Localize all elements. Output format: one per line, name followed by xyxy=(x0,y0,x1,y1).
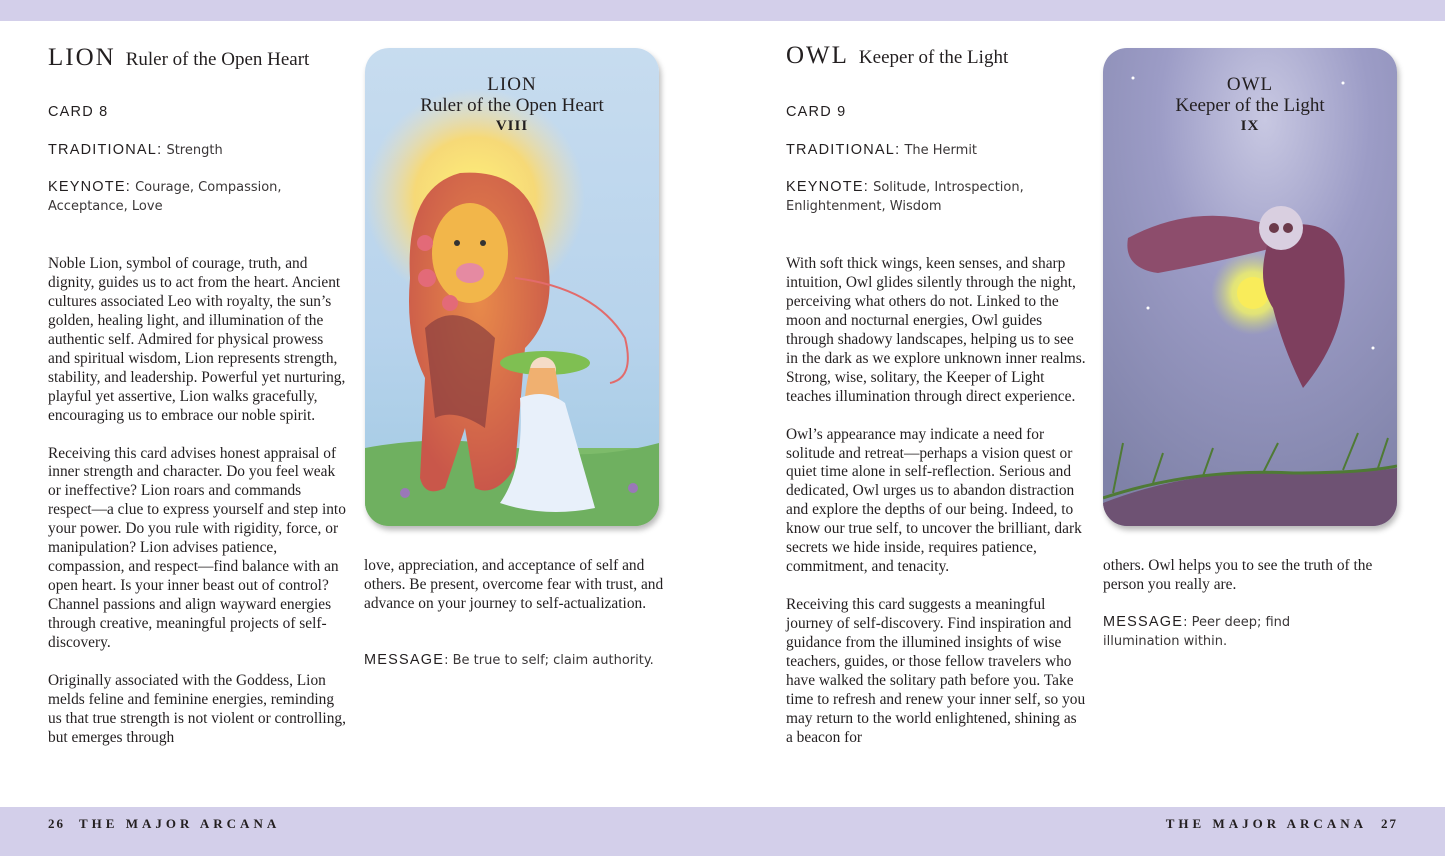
page-number: 27 xyxy=(1381,816,1398,831)
lion-heading xyxy=(48,44,309,72)
keynote-field xyxy=(48,178,282,216)
top-color-band xyxy=(0,0,1445,21)
page-number: 26 xyxy=(48,816,65,831)
card-title-block xyxy=(1103,74,1397,137)
traditional-value: Strength xyxy=(166,143,223,158)
card-face-numeral: VIII xyxy=(495,118,529,134)
left-folio xyxy=(48,816,280,832)
traditional-label: TRADITIONAL: xyxy=(48,142,163,158)
keynote-value-2: Enlightenment, Wisdom xyxy=(786,199,942,214)
paragraph: love, appreciation, and acceptance of self and others. Be present, overcome fear with trust, and advance on your journey to self-actualization. xyxy=(364,557,664,612)
card-number: CARD 9 xyxy=(786,104,847,120)
body-column-1 xyxy=(786,255,1086,748)
card-face-subtitle: Keeper of the Light xyxy=(1175,95,1325,116)
message-value: : Peer deep; find illumination within. xyxy=(1103,615,1291,649)
card-face-subtitle: Ruler of the Open Heart xyxy=(420,95,604,116)
message-field xyxy=(1103,613,1363,651)
paragraph: Originally associated with the Goddess, Lion melds feline and feminine energies, reminding us that true strength is not violent or controlling, but emerges through xyxy=(48,671,346,746)
body-column-1 xyxy=(48,255,346,748)
owl-heading xyxy=(786,42,1008,70)
message-label: MESSAGE xyxy=(1103,614,1184,630)
body-column-2 xyxy=(1103,557,1403,595)
paragraph: Receiving this card advises honest appraisal of inner strength and character. Do you feel weak or ineffective? Lion roars and commands respect—a clue to express yourself and step into your power. Do you rule with rigidity, force, or manipulation? Lion advises patience, compassion, and respect—find balance with an open heart. Is your inner beast out of control? Channel passions and align wayward energies through creative, meaningful projects of self-discovery. xyxy=(48,444,346,652)
traditional-label: TRADITIONAL: xyxy=(786,142,901,158)
running-head: THE MAJOR ARCANA xyxy=(79,816,281,831)
right-folio xyxy=(1166,816,1398,832)
card-subtitle: Ruler of the Open Heart xyxy=(125,49,310,70)
keynote-value-2: Acceptance, Love xyxy=(48,199,163,214)
card-name: LION xyxy=(48,44,116,71)
keynote-label: KEYNOTE: xyxy=(786,179,869,195)
traditional-value: The Hermit xyxy=(904,143,978,158)
owl-card-image xyxy=(1103,48,1397,526)
card-face-numeral: IX xyxy=(1240,118,1260,134)
paragraph: Noble Lion, symbol of courage, truth, and dignity, guides us to act from the heart. Ancient cultures associated Leo with royalty, the sun’s golden, healing light, and illumination of the authentic self. Admired for physical prowess and spiritual wisdom, Lion represents strength, stability, and leadership. Powerful yet nurturing, playful yet assertive, Lion walks gracefully, encouraging us to embrace our noble spirit. xyxy=(48,255,346,424)
paragraph: Owl’s appearance may indicate a need for solitude and retreat—perhaps a vision quest or quiet time alone in self-reflection. Serious and dedicated, Owl urges us to abandon distraction and explore the depths of our being. Indeed, to know our true self, to uncover the brilliant, dark secrets we hide inside, requires patience, commitment, and tenacity. xyxy=(786,425,1082,576)
card-name: OWL xyxy=(786,42,849,69)
keynote-value: Courage, Compassion, xyxy=(135,180,282,195)
paragraph: Receiving this card suggests a meaningful journey of self-discovery. Find inspiration and guidance from the illumined insights of wise teachers, guides, or those fellow travelers who have walked the solitary path before you. Take time to refresh and renew your inner self, so you may return to the world enlightened, shining as a beacon for xyxy=(786,596,1086,746)
paragraph: With soft thick wings, keen senses, and sharp intuition, Owl glides silently through the night, perceiving what others do not. Linked to the moon and nocturnal energies, Owl guides through shadowy landscapes, helping us to see in the dark as we explore unknown inner realms. Strong, wise, solitary, the Keeper of Light teaches illumination through direct experience. xyxy=(786,255,1086,405)
message-value: : Be true to self; claim authority. xyxy=(444,653,654,668)
keynote-field xyxy=(786,178,1024,216)
keynote-label: KEYNOTE: xyxy=(48,179,131,195)
card-face-name: LION xyxy=(487,74,537,95)
card-title-block xyxy=(365,74,659,137)
traditional-field xyxy=(48,141,223,160)
message-label: MESSAGE xyxy=(364,652,445,668)
lion-card-image xyxy=(365,48,659,526)
card-subtitle: Keeper of the Light xyxy=(858,47,1009,68)
traditional-field xyxy=(786,141,977,160)
body-column-2 xyxy=(364,557,664,614)
card-number: CARD 8 xyxy=(48,104,109,120)
keynote-value: Solitude, Introspection, xyxy=(873,180,1024,195)
card-face-name: OWL xyxy=(1226,74,1274,95)
paragraph: others. Owl helps you to see the truth of the person you really are. xyxy=(1103,557,1373,593)
message-field xyxy=(364,651,664,670)
running-head: THE MAJOR ARCANA xyxy=(1165,816,1367,831)
